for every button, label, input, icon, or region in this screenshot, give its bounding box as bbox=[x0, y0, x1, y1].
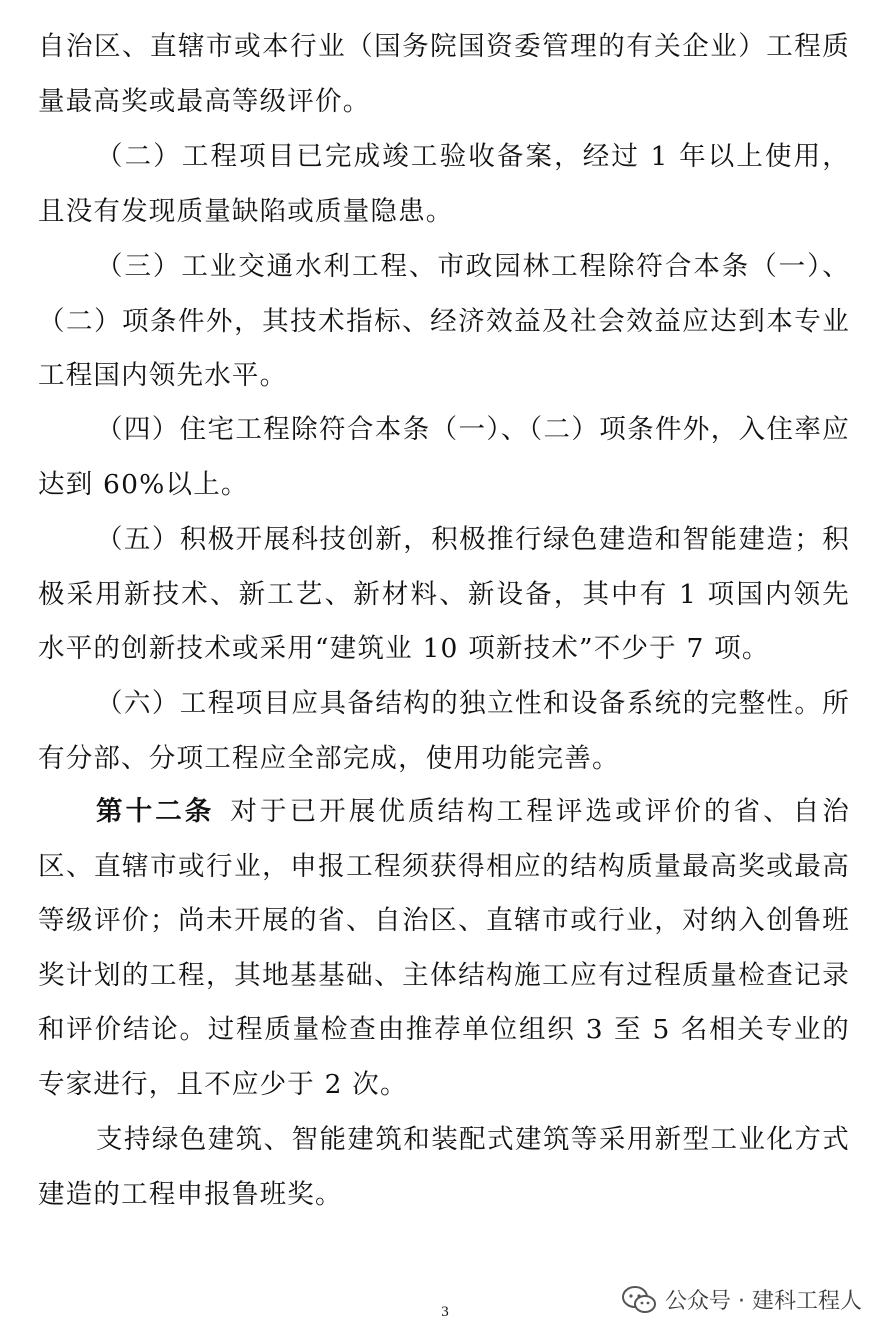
page-number: 3 bbox=[441, 1304, 449, 1320]
article-12-heading: 第十二条 bbox=[96, 796, 215, 827]
paragraph-item-4: （四）住宅工程除符合本条（一）、（二）项条件外，入住率应达到 60%以上。 bbox=[38, 414, 850, 500]
wechat-icon bbox=[621, 1285, 657, 1315]
paragraph-item-2: （二）工程项目已完成竣工验收备案，经过 1 年以上使用，且没有发现质量缺陷或质量隐患。 bbox=[38, 141, 850, 227]
article-12-paragraph bbox=[38, 785, 850, 1112]
watermark-text: 公众号 · 建科工程人 bbox=[665, 1289, 862, 1314]
watermark bbox=[621, 1284, 862, 1315]
paragraph-item-3: （三）工业交通水利工程、市政园林工程除符合本条（一）、（二）项条件外，其技术指标、经济效益及社会效益应达到本专业工程国内领先水平。 bbox=[38, 251, 850, 391]
paragraph-continued: 自治区、直辖市或本行业（国务院国资委管理的有关企业）工程质量最高奖或最高等级评价。 bbox=[38, 31, 850, 117]
paragraph-item-5: （五）积极开展科技创新，积极推行绿色建造和智能建造；积极采用新技术、新工艺、新材料、新设备，其中有 1 项国内领先水平的创新技术或采用“建筑业 10 项新技术”不少于 7 项。 bbox=[38, 524, 850, 664]
paragraph-item-6: （六）工程项目应具备结构的独立性和设备系统的完整性。所有分部、分项工程应全部完成，使用功能完善。 bbox=[38, 688, 850, 774]
article-12-body: 对于已开展优质结构工程评选或评价的省、自治区、直辖市或行业，申报工程须获得相应的结构质量最高奖或最高等级评价；尚未开展的省、自治区、直辖市或行业，对纳入创鲁班奖计划的工程，其地基基础、主体结构施工应有过程质量检查记录和评价结论。过程质量检查由推荐单位组织 3 至 5 名相关专业的专家进行，且不应少于 2 次。 bbox=[38, 796, 850, 1100]
paragraph-support: 支持绿色建筑、智能建筑和装配式建筑等采用新型工业化方式建造的工程申报鲁班奖。 bbox=[38, 1124, 850, 1210]
